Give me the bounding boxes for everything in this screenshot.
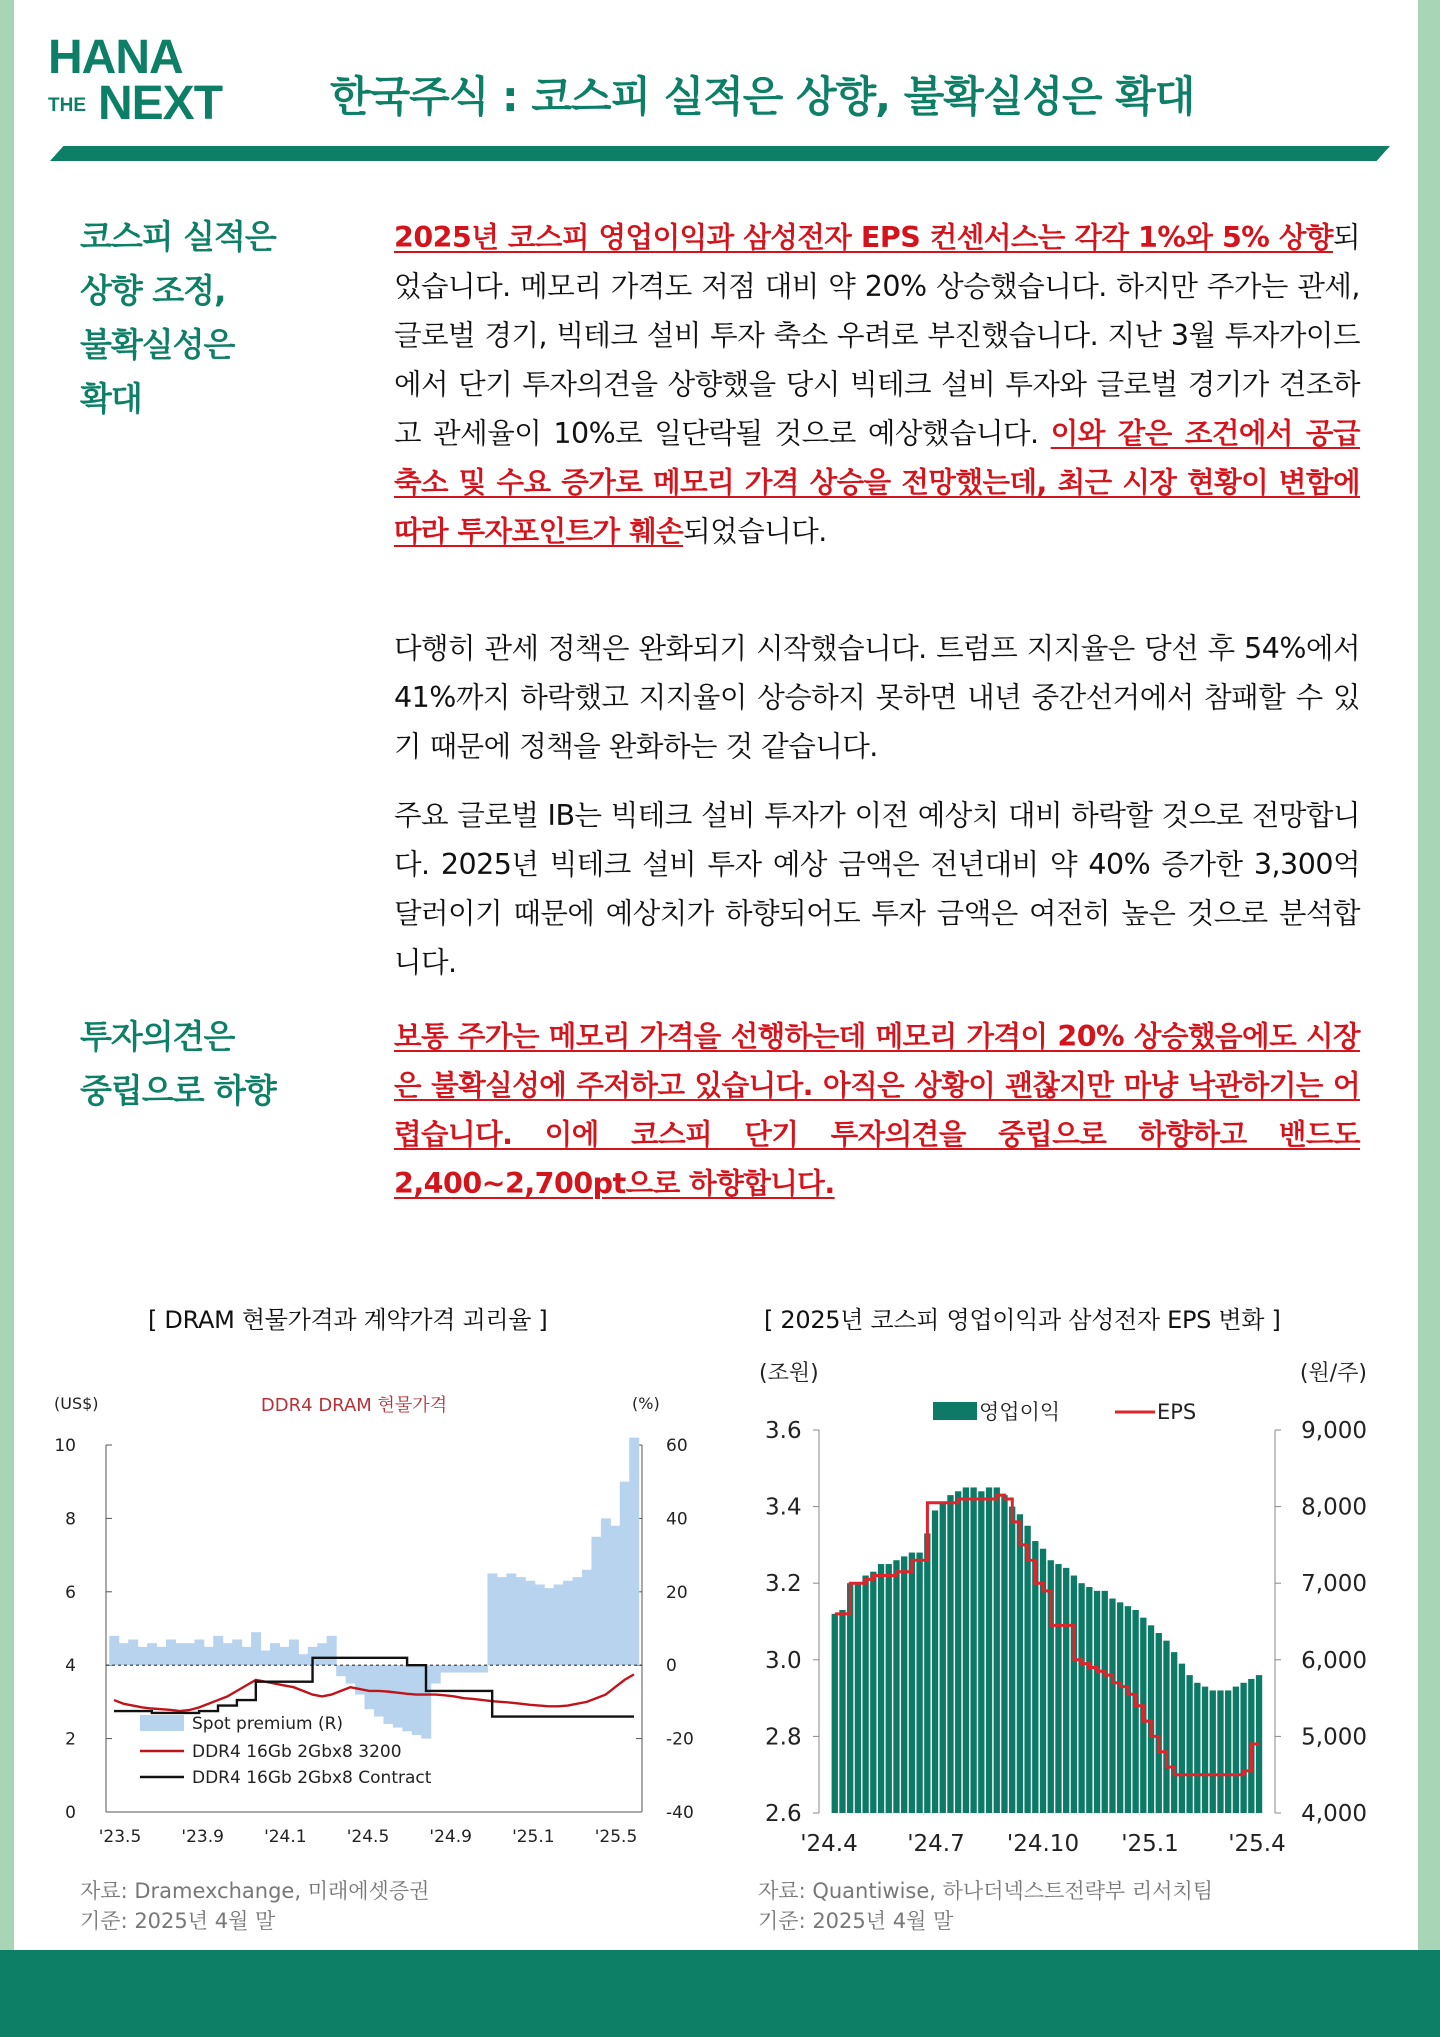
highlight-text: 2025년 코스피 영업이익과 삼성전자 EPS 컨센서스는 각각 1%와 5% 상향 — [394, 221, 1333, 254]
chart1-spot-premium-bar — [459, 1665, 469, 1672]
chart2-op-bar — [901, 1556, 907, 1813]
chart2-right-tick: 4,000 — [1301, 1801, 1367, 1827]
logo-text-hana: HANA — [48, 31, 183, 84]
chart1-spot-premium-bar — [279, 1647, 289, 1665]
chart1-right-tick: 60 — [666, 1436, 688, 1456]
chart1-spot-premium-bar — [185, 1643, 195, 1665]
chart1-spot-premium-bar — [251, 1632, 261, 1665]
chart1-spot-premium-bar — [298, 1654, 308, 1665]
chart1-spot-premium-bar — [213, 1636, 223, 1665]
chart2-op-bar — [1117, 1602, 1123, 1813]
chart1-spot-premium-bar — [629, 1438, 639, 1666]
chart2-x-tick: '24.7 — [907, 1831, 965, 1857]
chart1-spot-premium-bar — [175, 1643, 185, 1665]
chart1-source — [80, 1876, 429, 1936]
chart2-left-tick: 3.4 — [765, 1494, 802, 1521]
chart2-op-bar — [1156, 1633, 1162, 1813]
chart1-spot-premium-bar — [478, 1665, 488, 1672]
chart2-op-bar — [963, 1487, 969, 1813]
chart2-op-bar — [1233, 1687, 1239, 1813]
chart2-x-tick: '25.1 — [1121, 1831, 1179, 1857]
chart2-op-bar — [1001, 1495, 1007, 1813]
chart1-spot-premium-bar — [289, 1640, 299, 1666]
chart1-left-tick: 6 — [65, 1582, 76, 1603]
chart1-spot-premium-bar — [582, 1570, 592, 1665]
chart1-spot-premium-bar — [336, 1665, 346, 1676]
chart2-op-bar — [970, 1487, 976, 1813]
chart1-spot-premium-bar — [317, 1643, 327, 1665]
chart1-spot-premium-bar — [223, 1643, 233, 1665]
chart2-op-bar — [916, 1553, 922, 1813]
chart1-spot-premium-bar — [554, 1584, 564, 1665]
chart1-spot-premium-bar — [620, 1482, 630, 1666]
chart1-left-tick: 10 — [54, 1436, 76, 1456]
chart2-op-bar — [924, 1533, 930, 1813]
chart2-op-bar — [909, 1553, 915, 1813]
chart1-spot-premium-bar — [270, 1643, 280, 1665]
chart2-right-unit: (원/주) — [1299, 1361, 1367, 1386]
body-text: 되었습니다. — [683, 515, 827, 548]
chart2-op-bar — [839, 1610, 845, 1813]
section1-paragraph2: 다행히 관세 정책은 완화되기 시작했습니다. 트럼프 지지율은 당선 후 54%에서 41%까지 하락했고 지지율이 상승하지 못하면 내년 중간선거에서 참패할 수 있기 때문에 정책을 완화하는 것 같습니다. — [394, 632, 1360, 763]
chart2-legend-eps: EPS — [1157, 1400, 1197, 1424]
chart2-op-bar — [832, 1614, 838, 1813]
title-divider — [50, 146, 1390, 161]
chart1-spot-premium-bar — [194, 1640, 204, 1666]
chart1-left-tick: 0 — [65, 1803, 76, 1823]
page-title: 한국주식 : 코스피 실적은 상향, 불확실성은 확대 — [330, 72, 1195, 121]
chart1-right-tick: 40 — [666, 1509, 688, 1530]
chart2-left-tick: 3.6 — [765, 1418, 802, 1444]
chart2-op-bar — [1009, 1507, 1015, 1813]
chart1-spot-premium-bar — [327, 1636, 337, 1665]
section2-paragraph — [394, 1012, 1360, 1208]
chart1-legend-spot-premium: Spot premium (R) — [192, 1714, 344, 1734]
chart1-spot-premium-bar — [516, 1577, 526, 1665]
section1-paragraph1 — [394, 213, 1360, 556]
chart2-op-bar — [1217, 1690, 1223, 1813]
chart2-op-bar — [1055, 1564, 1061, 1813]
chart2-op-bar — [862, 1576, 868, 1813]
chart2-op-bar — [870, 1572, 876, 1813]
chart1-spot-premium-bar — [487, 1573, 497, 1665]
chart2-right-tick: 7,000 — [1301, 1571, 1367, 1598]
chart2-op-bar — [1071, 1576, 1077, 1813]
chart2-op-bar — [893, 1560, 899, 1813]
chart1-basis-line: 기준: 2025년 4월 말 — [80, 1909, 276, 1933]
chart2-op-bar — [994, 1487, 1000, 1813]
logo-text-the: THE — [48, 95, 86, 116]
chart2-op-bar — [1024, 1526, 1030, 1813]
chart1-spot-premium-bar — [204, 1647, 214, 1665]
chart2-op-bar — [1063, 1568, 1069, 1813]
chart1-left-tick: 2 — [65, 1729, 76, 1750]
highlight-text: 이와 같은 조건에서 공급 축소 및 수요 증가로 메모리 가격 상승을 전망했는데, 최근 시장 현황이 변함에 따라 투자포인트가 훼손 — [394, 417, 1360, 548]
chart1-source-line: 자료: Dramexchange, 미래에셋증권 — [80, 1879, 430, 1903]
chart1-spot-premium-bar — [525, 1581, 535, 1665]
highlight-text: 보통 주가는 메모리 가격을 선행하는데 메모리 가격이 20% 상승했음에도 시장은 불확실성에 주저하고 있습니다. 아직은 상황이 괜찮지만 마냥 낙관하기는 어렵습니다. 이에 코스피 단기 투자의견을 중립으로 하향하고 밴드도 2,400~2,700pt으로 하향합니다. — [394, 1020, 1360, 1200]
chart2-right-tick: 9,000 — [1301, 1418, 1367, 1444]
chart1-left-tick: 8 — [65, 1509, 76, 1530]
chart1-title: [ DRAM 현물가격과 계약가격 괴리율 ] — [148, 1306, 548, 1334]
chart2-op-bar — [1240, 1683, 1246, 1813]
chart2-legend-op: 영업이익 — [979, 1400, 1061, 1424]
chart1-spot-premium-bar — [544, 1588, 554, 1665]
chart1-spot-premium-bar — [412, 1665, 422, 1735]
chart1-spot-premium-bar — [383, 1665, 393, 1724]
chart2-op-bar — [1132, 1610, 1138, 1813]
chart1-x-tick: '24.1 — [264, 1827, 307, 1847]
chart2-x-tick: '24.4 — [800, 1831, 858, 1857]
chart2-op-bar — [978, 1491, 984, 1813]
chart2-source-line: 자료: Quantiwise, 하나더넥스트전략부 리서치팀 — [758, 1879, 1214, 1903]
chart1-x-tick: '24.9 — [429, 1827, 472, 1847]
chart2-right-tick: 5,000 — [1301, 1724, 1367, 1751]
chart2-op-bar — [847, 1583, 853, 1813]
chart1-spot-premium-bar — [232, 1640, 242, 1666]
chart1-spot-premium-bar — [573, 1577, 583, 1665]
chart2-kospi-eps — [755, 1350, 1375, 1860]
chart2-op-bar — [1109, 1599, 1115, 1813]
chart2-op-bar — [1148, 1625, 1154, 1813]
chart2-op-bar — [1210, 1690, 1216, 1813]
section1-heading-line: 불확실성은 — [80, 325, 235, 364]
section2-heading — [80, 1010, 276, 1118]
chart2-op-bar — [886, 1564, 892, 1813]
chart1-spot-premium-bar — [591, 1537, 601, 1665]
chart1-x-tick: '24.5 — [346, 1827, 390, 1847]
chart2-source — [758, 1876, 1213, 1936]
chart2-right-tick: 8,000 — [1301, 1494, 1367, 1521]
chart1-spot-premium-bar — [166, 1640, 176, 1666]
chart1-x-tick: '25.1 — [512, 1827, 555, 1847]
chart1-spot-premium-bar — [563, 1581, 573, 1665]
chart2-left-unit: (조원) — [759, 1361, 819, 1386]
chart2-op-bar — [1225, 1690, 1231, 1813]
section1-paragraph3: 주요 글로벌 IB는 빅테크 설비 투자가 이전 예상치 대비 하락할 것으로 전망합니다. 2025년 빅테크 설비 투자 예상 금액은 전년대비 약 40% 증가한 3,300억 달러이기 때문에 예상치가 하향되어도 투자 금액은 여전히 높은 것으로 분석합니다. — [394, 799, 1360, 979]
chart1-spot-premium-bar — [535, 1584, 545, 1665]
chart1-spot-premium-bar — [147, 1643, 157, 1665]
chart1-spot-premium-bar — [469, 1665, 479, 1672]
chart1-x-tick: '23.9 — [181, 1827, 224, 1847]
chart1-right-tick: -40 — [666, 1803, 694, 1823]
chart1-x-tick: '25.5 — [594, 1827, 638, 1847]
chart1-legend-spot: DDR4 16Gb 2Gbx8 3200 — [192, 1742, 402, 1762]
chart1-right-tick: -20 — [666, 1729, 694, 1750]
chart1-spot-premium-bar — [601, 1518, 611, 1665]
chart2-left-tick: 2.8 — [765, 1724, 802, 1751]
chart1-right-tick: 20 — [666, 1582, 688, 1603]
section1-heading-line: 상향 조정, — [80, 271, 226, 310]
chart1-inner-title: DDR4 DRAM 현물가격 — [260, 1395, 448, 1416]
logo — [48, 31, 268, 134]
chart2-op-bar — [1179, 1664, 1185, 1813]
chart2-op-bar — [1094, 1591, 1100, 1813]
chart2-op-bar — [986, 1487, 992, 1813]
chart1-spot-premium-bar — [431, 1665, 441, 1683]
chart2-op-bar — [1202, 1687, 1208, 1813]
chart2-legend-swatch-op — [933, 1402, 977, 1420]
chart1-spot-premium-bar — [346, 1665, 356, 1683]
footer-band — [0, 1950, 1440, 2037]
chart2-op-bar — [855, 1583, 861, 1813]
chart1-legend-swatch-spot-premium — [140, 1715, 184, 1731]
chart1-left-tick: 4 — [65, 1656, 76, 1677]
chart2-left-tick: 3.0 — [765, 1647, 802, 1674]
chart1-spot-premium-bar — [119, 1643, 129, 1665]
logo-text-next: NEXT — [98, 77, 223, 130]
chart1-spot-premium-bar — [261, 1651, 271, 1666]
chart2-op-bar — [932, 1510, 938, 1813]
chart2-op-bar — [878, 1564, 884, 1813]
chart2-x-tick: '25.4 — [1228, 1831, 1286, 1857]
chart1-right-tick: 0 — [666, 1656, 677, 1677]
chart1-spot-premium-bar — [242, 1647, 252, 1665]
section2-heading-line: 투자의견은 — [80, 1017, 235, 1056]
chart2-left-tick: 2.6 — [765, 1801, 802, 1827]
chart1-spot-premium-bar — [497, 1577, 507, 1665]
chart1-spot-premium-bar — [440, 1665, 450, 1672]
chart2-basis-line: 기준: 2025년 4월 말 — [758, 1909, 954, 1933]
chart1-x-tick: '23.5 — [98, 1827, 142, 1847]
chart2-op-bar — [1163, 1641, 1169, 1813]
chart2-right-tick: 6,000 — [1301, 1647, 1367, 1674]
chart1-spot-premium-bar — [365, 1665, 375, 1709]
chart2-op-bar — [1186, 1675, 1192, 1813]
chart1-spot-premium-bar — [393, 1665, 403, 1727]
chart2-op-bar — [1194, 1683, 1200, 1813]
chart1-left-unit: (US$) — [54, 1394, 99, 1413]
body-text: 되었습니다. 메모리 가격도 저점 대비 약 20% 상승했습니다. 하지만 주가는 관세, 글로벌 경기, 빅테크 설비 투자 축소 우려로 부진했습니다. 지난 3월 투자가이드에서 단기 투자의견을 상향했을 당시 빅테크 설비 투자와 글로벌 경기가 견조하고 관세율이 10%로 일단락될 것으로 예상했습니다. — [394, 221, 1360, 450]
section1-heading-line: 확대 — [80, 379, 142, 418]
chart2-op-bar — [1171, 1652, 1177, 1813]
chart2-op-bar — [940, 1503, 946, 1813]
chart1-dram — [40, 1385, 694, 1855]
chart2-op-bar — [1017, 1514, 1023, 1813]
section1-heading-line: 코스피 실적은 — [80, 217, 276, 256]
chart2-op-bar — [955, 1491, 961, 1813]
section1-heading — [80, 210, 276, 426]
chart1-spot-premium-bar — [402, 1665, 412, 1731]
chart1-right-unit: (%) — [632, 1394, 660, 1413]
chart1-spot-premium-bar — [506, 1573, 516, 1665]
chart1-spot-premium-bar — [138, 1647, 148, 1665]
chart2-op-bar — [1078, 1583, 1084, 1813]
section2-heading-line: 중립으로 하향 — [80, 1071, 276, 1110]
chart1-spot-premium-bar — [109, 1636, 119, 1665]
chart2-op-bar — [1125, 1606, 1131, 1813]
chart1-spot-premium-bar — [157, 1647, 167, 1665]
chart1-legend-contract: DDR4 16Gb 2Gbx8 Contract — [192, 1768, 432, 1788]
chart2-title: [ 2025년 코스피 영업이익과 삼성전자 EPS 변화 ] — [764, 1306, 1281, 1334]
chart2-op-bar — [1102, 1591, 1108, 1813]
chart2-op-bar — [947, 1495, 953, 1813]
chart1-spot-premium-bar — [450, 1665, 460, 1672]
chart2-x-tick: '24.10 — [1006, 1831, 1080, 1857]
chart1-spot-premium-bar — [610, 1526, 620, 1665]
chart1-spot-premium-bar — [128, 1640, 138, 1666]
chart2-op-bar — [1086, 1587, 1092, 1813]
chart2-left-tick: 3.2 — [765, 1571, 802, 1598]
